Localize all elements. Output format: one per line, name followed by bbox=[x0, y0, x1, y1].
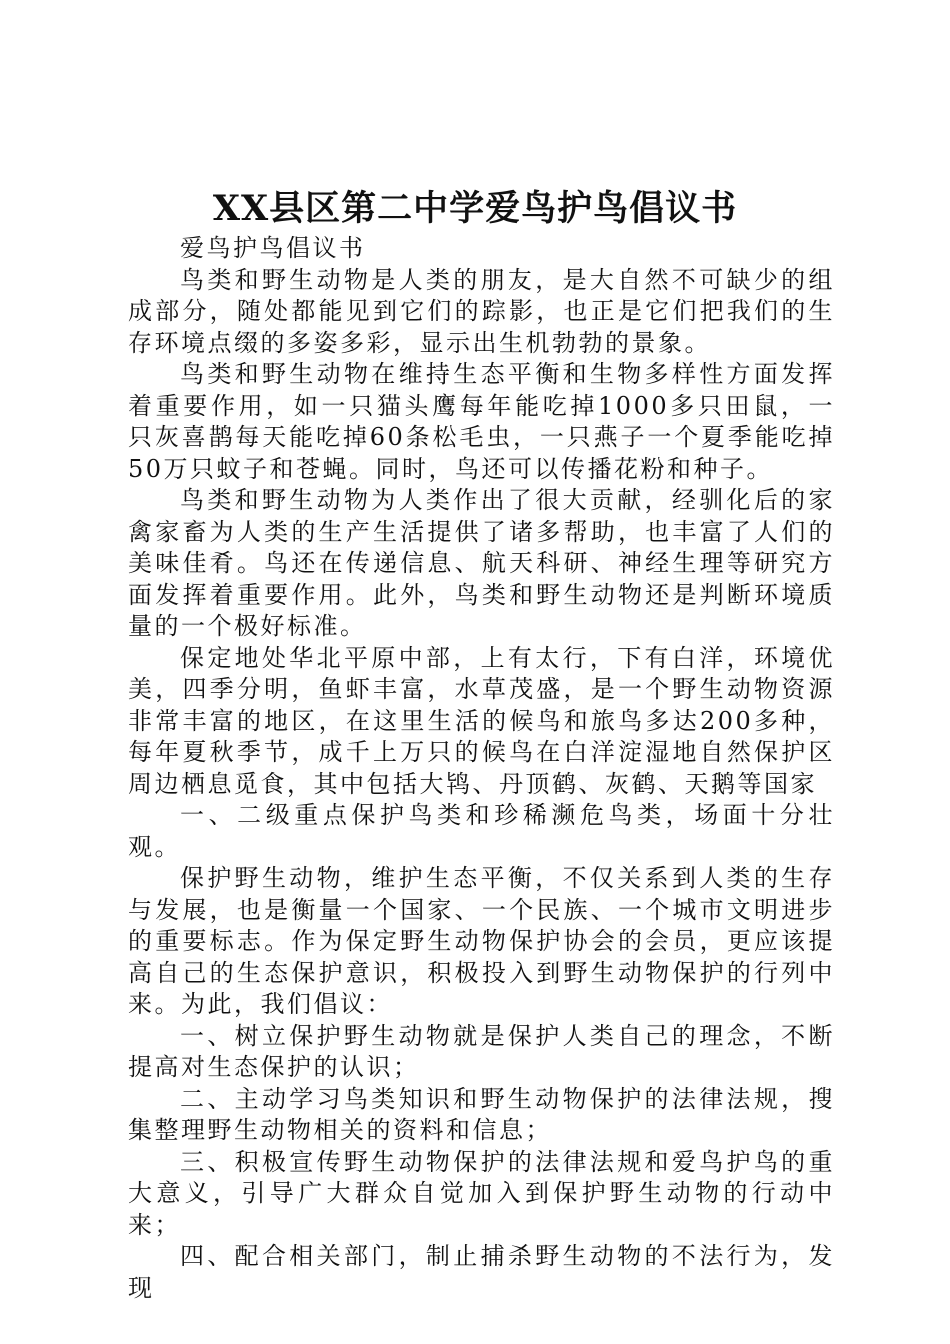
document-body bbox=[128, 233, 835, 1304]
paragraph: 鸟类和野生动物为人类作出了很大贡献，经驯化后的家禽家畜为人类的生产生活提供了诸多帮助，也丰富了人们的美味佳肴。鸟还在传递信息、航天科研、神经生理等研究方面发挥着重要作用。此外，鸟类和野生动物还是判断环境质量的一个极好标准。 bbox=[128, 486, 835, 640]
paragraph: 保护野生动物，维护生态平衡，不仅关系到人类的生存与发展，也是衡量一个国家、一个民族、一个城市文明进步的重要标志。作为保定野生动物保护协会的会员，更应该提高自己的生态保护意识，积极投入到野生动物保护的行列中来。为此，我们倡议： bbox=[128, 864, 835, 1018]
paragraph: 鸟类和野生动物是人类的朋友，是大自然不可缺少的组成部分，随处都能见到它们的踪影，也正是它们把我们的生存环境点缀的多姿多彩，显示出生机勃勃的景象。 bbox=[128, 265, 835, 357]
paragraph-subtitle: 爱鸟护鸟倡议书 bbox=[180, 234, 366, 262]
document-title: XX县区第二中学爱鸟护鸟倡议书 bbox=[212, 188, 738, 229]
proposal-item-1: 一、树立保护野生动物就是保护人类自己的理念，不断提高对生态保护的认识； bbox=[128, 1021, 835, 1081]
paragraph: 一、二级重点保护鸟类和珍稀濒危鸟类，场面十分壮观。 bbox=[128, 801, 835, 861]
paragraph: 保定地处华北平原中部，上有太行，下有白洋，环境优美，四季分明，鱼虾丰富，水草茂盛，是一个野生动物资源非常丰富的地区，在这里生活的候鸟和旅鸟多达200多种，每年夏秋季节，成千上万只的候鸟在白洋淀湿地自然保护区周边栖息觅食，其中包括大鸨、丹顶鹤、灰鹤、天鹅等国家 bbox=[128, 643, 835, 798]
proposal-item-4: 四、配合相关部门，制止捕杀野生动物的不法行为，发现 bbox=[128, 1242, 835, 1302]
proposal-item-2: 二、主动学习鸟类知识和野生动物保护的法律法规，搜集整理野生动物相关的资料和信息； bbox=[128, 1084, 835, 1144]
proposal-item-3: 三、积极宣传野生动物保护的法律法规和爱鸟护鸟的重大意义，引导广大群众自觉加入到保护野生动物的行动中来； bbox=[128, 1147, 835, 1239]
paragraph: 鸟类和野生动物在维持生态平衡和生物多样性方面发挥着重要作用，如一只猫头鹰每年能吃掉1000多只田鼠，一只灰喜鹊每天能吃掉60条松毛虫，一只燕子一个夏季能吃掉50万只蚊子和苍蝇。同时，鸟还可以传播花粉和种子。 bbox=[128, 360, 835, 483]
